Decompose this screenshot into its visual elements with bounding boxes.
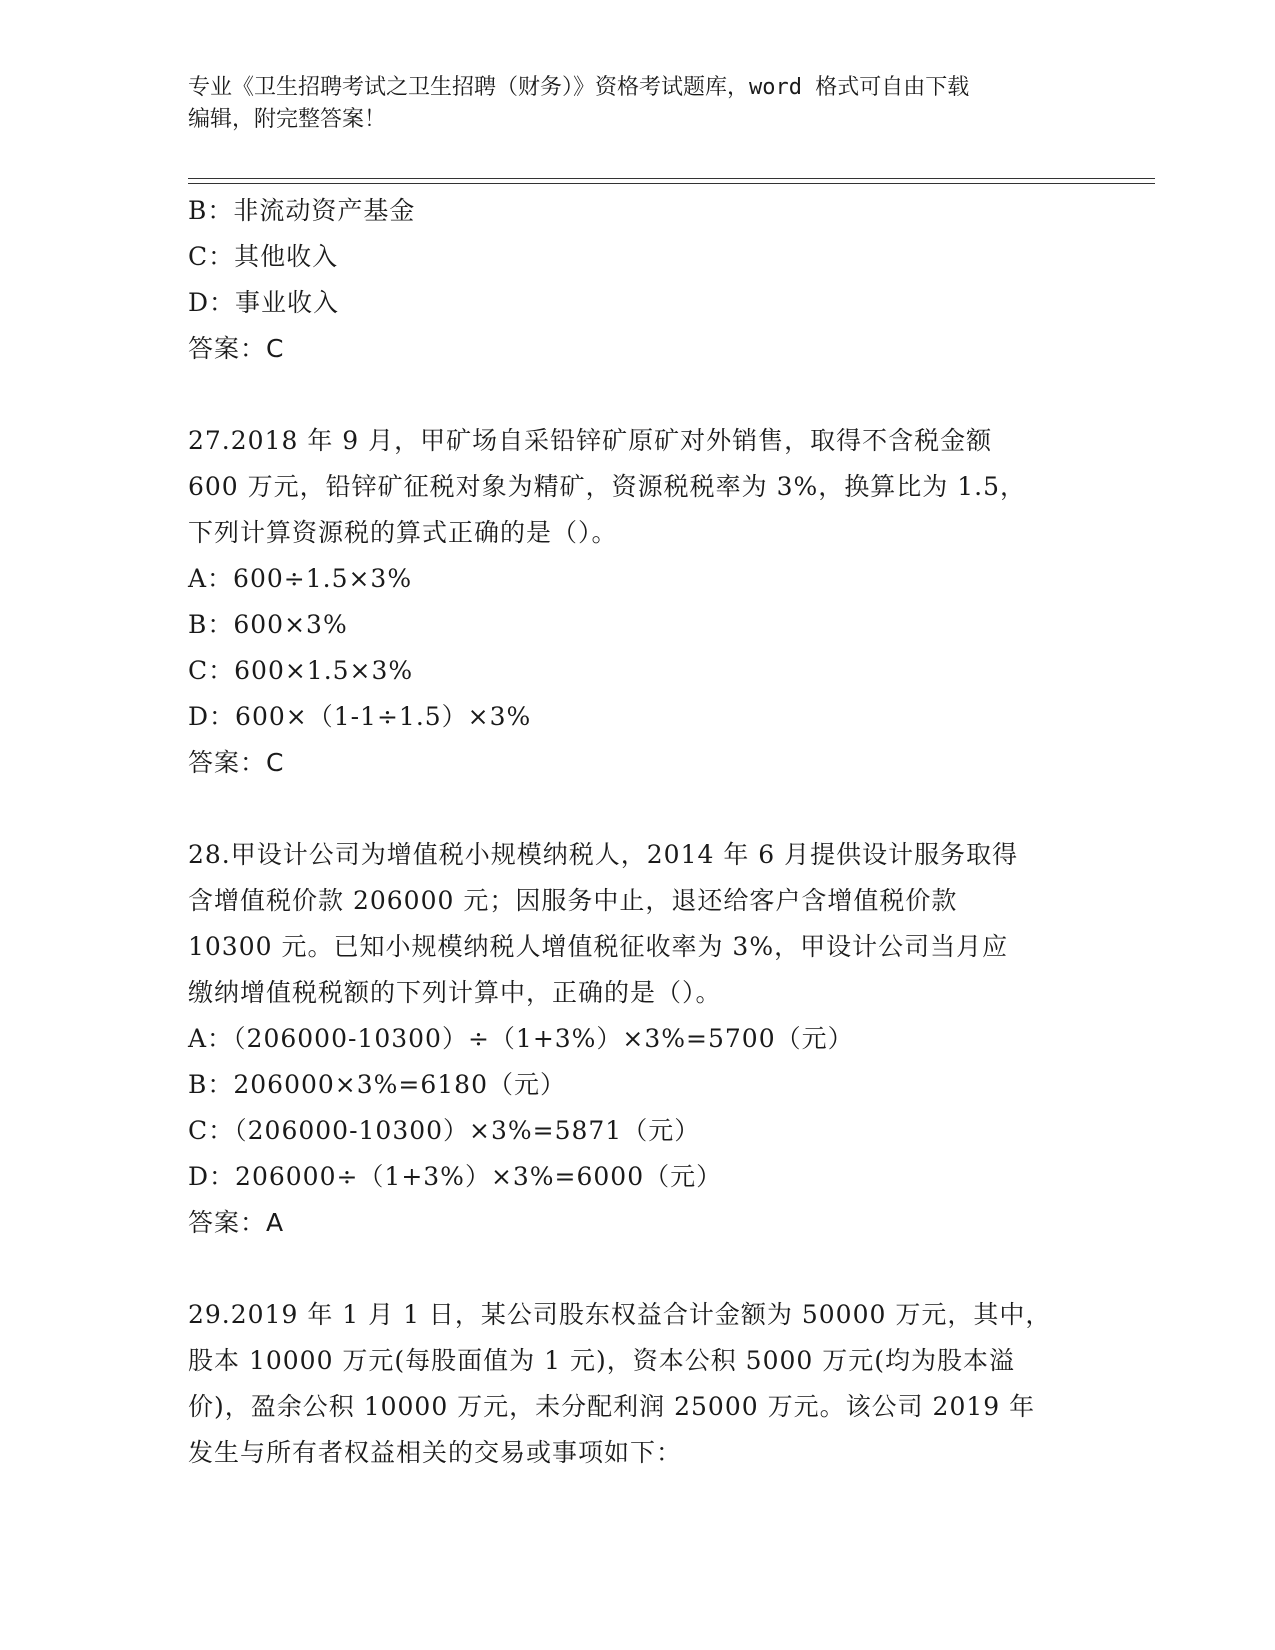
question-stem: 发生与所有者权益相关的交易或事项如下：	[188, 1438, 683, 1467]
option-c: C：其他收入	[188, 242, 339, 271]
question-stem: 价)，盈余公积 10000 万元，未分配利润 25000 万元。该公司 2019 年	[188, 1392, 1036, 1421]
question-28	[188, 832, 1088, 1246]
question-stem: 29.2019 年 1 月 1 日，某公司股东权益合计金额为 50000 万元，其中，	[188, 1300, 1052, 1329]
question-stem: 缴纳增值税税额的下列计算中，正确的是（）。	[188, 978, 722, 1007]
question-stem: 600 万元，铅锌矿征税对象为精矿，资源税税率为 3%，换算比为 1.5，	[188, 472, 1026, 501]
option-b: B：206000×3%=6180（元）	[188, 1070, 566, 1099]
option-a: A：（206000-10300）÷（1+3%）×3%=5700（元）	[188, 1024, 854, 1053]
page-header	[188, 72, 1088, 136]
question-27	[188, 418, 1088, 786]
question-29	[188, 1292, 1088, 1476]
answer-line: 答案：C	[188, 748, 285, 777]
option-d: D：206000÷（1+3%）×3%=6000（元）	[188, 1162, 723, 1191]
spacer	[188, 786, 1088, 832]
header-divider-bottom	[188, 183, 1155, 184]
spacer	[188, 372, 1088, 418]
option-b: B：600×3%	[188, 610, 348, 639]
header-line-1: 专业《卫生招聘考试之卫生招聘（财务）》资格考试题库，word 格式可自由下载	[188, 75, 970, 100]
option-a: A：600÷1.5×3%	[188, 564, 413, 593]
question-stem: 股本 10000 万元(每股面值为 1 元)，资本公积 5000 万元(均为股本溢	[188, 1346, 1016, 1375]
question-stem: 27.2018 年 9 月，甲矿场自采铅锌矿原矿对外销售，取得不含税金额	[188, 426, 993, 455]
option-d: D：事业收入	[188, 288, 340, 317]
question-stem: 下列计算资源税的算式正确的是（）。	[188, 518, 618, 547]
option-d: D：600×（1-1÷1.5）×3%	[188, 702, 532, 731]
document-body	[188, 188, 1088, 1476]
option-c: C：（206000-10300）×3%=5871（元）	[188, 1116, 701, 1145]
question-26	[188, 188, 1088, 372]
answer-line: 答案：C	[188, 334, 285, 363]
option-b: B：非流动资产基金	[188, 196, 416, 225]
question-stem: 10300 元。已知小规模纳税人增值税征收率为 3%，甲设计公司当月应	[188, 932, 1009, 961]
header-divider-top	[188, 178, 1155, 179]
question-stem: 含增值税价款 206000 元；因服务中止，退还给客户含增值税价款	[188, 886, 958, 915]
option-c: C：600×1.5×3%	[188, 656, 414, 685]
answer-line: 答案：A	[188, 1208, 285, 1237]
question-stem: 28.甲设计公司为增值税小规模纳税人，2014 年 6 月提供设计服务取得	[188, 840, 1019, 869]
header-line-2: 编辑，附完整答案！	[188, 107, 387, 132]
spacer	[188, 1246, 1088, 1292]
